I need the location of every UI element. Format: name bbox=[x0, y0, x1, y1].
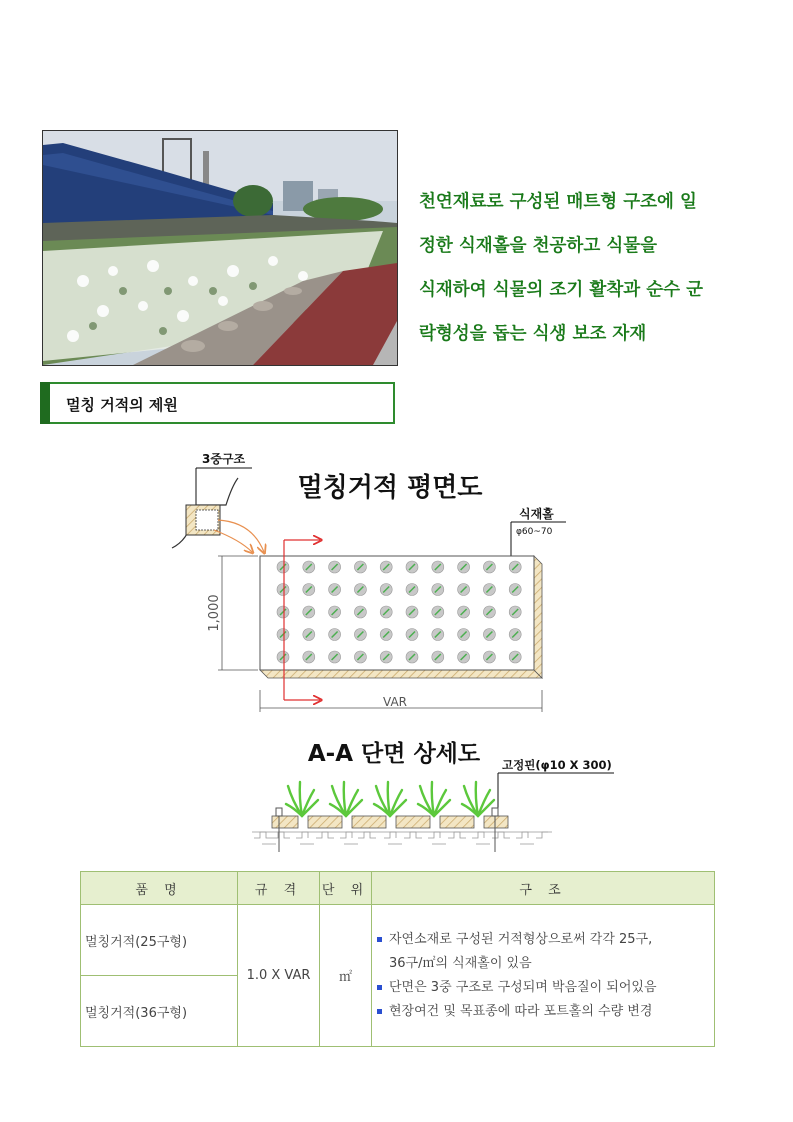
product-name-36: 멀칭거적(36구형) bbox=[81, 976, 238, 1047]
pin-label: 고정핀(φ10 X 300) bbox=[502, 758, 612, 772]
unit-value: ㎡ bbox=[320, 905, 372, 1047]
description-line-1: 천연재료로 구성된 매트형 구조에 일 bbox=[419, 192, 697, 212]
spec-value: 1.0 X VAR bbox=[238, 905, 320, 1047]
width-dimension bbox=[207, 556, 258, 670]
plant-sprouts bbox=[286, 782, 494, 816]
hole-size-label: φ60~70 bbox=[516, 527, 553, 537]
plan-title: 멀칭거적 평면도 bbox=[297, 473, 483, 503]
section-header-title: 멀칭 거적의 제원 bbox=[66, 396, 178, 414]
width-dimension-label: 1,000 bbox=[207, 594, 222, 632]
plant-sprout bbox=[374, 782, 406, 816]
structure-item-1-line-1: 자연소재로 구성된 거적형상으로써 각각 25구, bbox=[389, 931, 653, 947]
structure-item-2: 단면은 3중 구조로 구성되며 박음질이 되어있음 bbox=[377, 976, 713, 1000]
description-line-2: 정한 식재홀을 천공하고 식물을 bbox=[419, 236, 658, 256]
header-unit: 단 위 bbox=[320, 872, 372, 905]
header-spec: 규 격 bbox=[238, 872, 320, 905]
layer-label: 3중구조 bbox=[202, 452, 246, 466]
structure-list bbox=[373, 928, 713, 1024]
table-header-row bbox=[81, 872, 715, 905]
structure-item-1 bbox=[377, 928, 713, 976]
plant-sprout bbox=[462, 782, 494, 816]
section-view-title: A-A 단면 상세도 bbox=[307, 741, 481, 767]
length-dimension bbox=[260, 690, 542, 712]
description-line-3: 식재하여 식물의 조기 활착과 순수 군 bbox=[419, 280, 704, 300]
header-structure: 구 조 bbox=[372, 872, 715, 905]
structure-item-1-line-2: 36구/㎡의 식재홀이 있음 bbox=[389, 955, 532, 971]
plant-sprout bbox=[418, 782, 450, 816]
spec-table bbox=[80, 871, 715, 1047]
header-name: 품 명 bbox=[81, 872, 238, 905]
structure-item-3: 현장여건 및 목표종에 따라 포트홀의 수량 변경 bbox=[377, 1000, 713, 1024]
structure-cell bbox=[372, 905, 715, 1047]
section-detail bbox=[252, 782, 552, 852]
hole-label: 식재홀 bbox=[519, 507, 554, 521]
length-dimension-label: VAR bbox=[383, 695, 407, 709]
plant-sprout bbox=[286, 782, 318, 816]
layer-detail-callout bbox=[172, 452, 264, 552]
plant-sprout bbox=[330, 782, 362, 816]
mat-plan-view bbox=[260, 556, 542, 678]
table-row bbox=[81, 905, 715, 976]
product-name-25: 멀칭거적(25구형) bbox=[81, 905, 238, 976]
description-line-4: 락형성을 돕는 식생 보조 자재 bbox=[419, 324, 647, 344]
